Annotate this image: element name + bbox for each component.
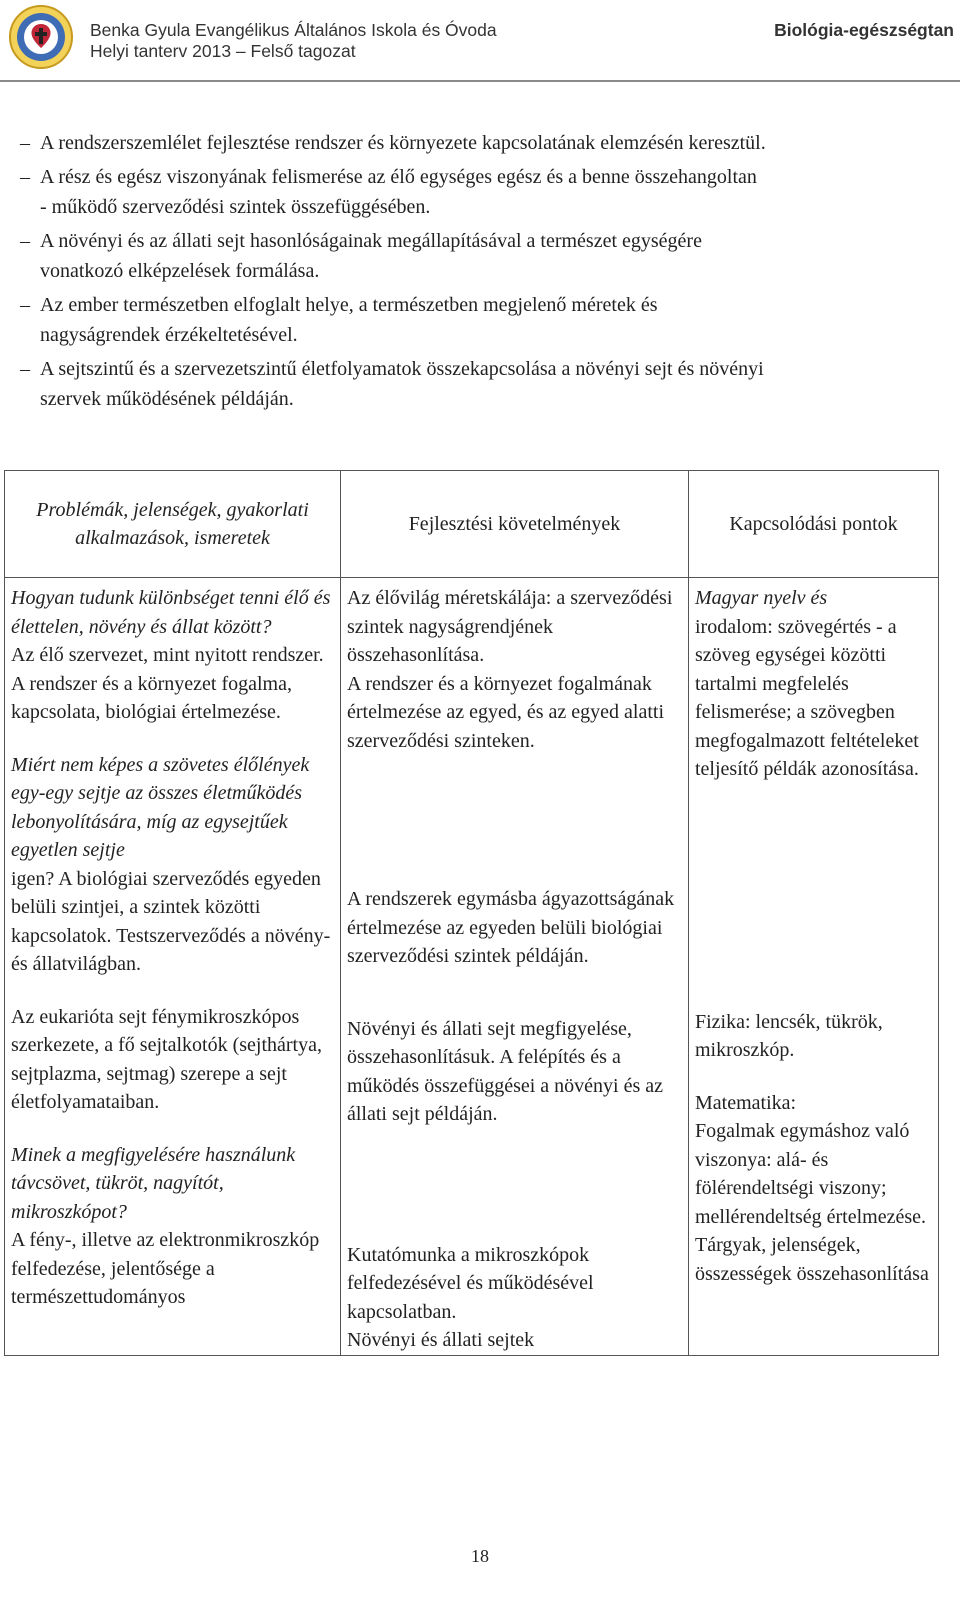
column-header-problems: Problémák, jelenségek, gyakorlati alkalmazások, ismeretek [5, 471, 341, 578]
list-item [20, 162, 938, 222]
requirement-text: Kutatómunka a mikroszkópok felfedezésével és működésével kapcsolatban. [347, 1243, 594, 1323]
dash-bullet-icon: – [20, 294, 30, 316]
subject-title: Biológia-egészségtan [774, 20, 954, 40]
list-item-text: A növényi és az állati sejt hasonlóságainak megállapításával a természet egységére [40, 230, 702, 252]
requirement-text: Növényi és állati sejtek [347, 1329, 535, 1351]
list-item [20, 226, 938, 286]
list-item-continuation: - működő szerveződési szintek összefüggésében. [40, 196, 431, 218]
requirement-text: Az élővilág méretskálája: a szerveződési szintek nagyságrendjének összehasonlítása. [347, 587, 673, 666]
dash-bullet-icon: – [20, 132, 30, 154]
question-text: Hogyan tudunk különbséget tenni élő és élettelen, növény és állat között? [11, 587, 331, 638]
list-item [20, 354, 938, 414]
dash-bullet-icon: – [20, 230, 30, 252]
connection-subject: Magyar nyelv és [695, 587, 828, 609]
school-name-line2: Helyi tanterv 2013 – Felső tagozat [90, 41, 356, 61]
requirement-text: A rendszerek egymásba ágyazottságának értelmezése az egyeden belüli biológiai szerveződési szintek példáján. [347, 888, 675, 967]
content-text: A fény-, illetve az elektronmikroszkóp felfedezése, jelentősége a természettudományos [11, 1229, 320, 1308]
table-cell-problems [5, 578, 341, 1356]
question-text: Minek a megfigyelésére használunk távcsövet, tükröt, nagyítót, mikroszkópot? [11, 1143, 296, 1223]
page-header [0, 0, 960, 82]
column-header-requirements: Fejlesztési követelmények [341, 471, 689, 578]
school-name-line1: Benka Gyula Evangélikus Általános Iskola és Óvoda [90, 20, 497, 40]
connection-subject: Matematika: [695, 1091, 797, 1114]
connection-text: irodalom: szövegértés - a szöveg egységei közötti tartalmi megfelelés felismerése; a szövegben megfogalmazott feltételeket teljesítő példák azonosítása. [695, 615, 919, 780]
list-item-continuation: szervek működésének példáján. [40, 388, 294, 410]
school-name [90, 20, 497, 62]
list-item-text: A rész és egész viszonyának felismerése az élő egységes egész és a benne összehangoltan [40, 166, 757, 188]
list-item-text: Az ember természetben elfoglalt helye, a természetben megjelenő méretek és [40, 294, 658, 316]
list-item-text: A rendszerszemlélet fejlesztése rendszer és környezete kapcsolatának elemzésén keresztül. [40, 132, 766, 154]
list-item-text: A sejtszintű és a szervezetszintű életfolyamatok összekapcsolása a növényi sejt és növényi [40, 358, 764, 380]
dash-bullet-icon: – [20, 358, 30, 380]
requirement-text: A rendszer és a környezet fogalmának értelmezése az egyed, és az egyed alatti szerveződési szinteken. [347, 672, 665, 752]
connection-text: Fogalmak egymáshoz való viszonya: alá- és fölérendeltségi viszony; mellérendeltség értelmezése. Tárgyak, jelenségek, összességek összehasonlítása [695, 1120, 929, 1285]
list-item-continuation: nagyságrendek érzékeltetésével. [40, 324, 298, 346]
content-text: Az eukarióta sejt fénymikroszkópos szerkezete, a fő sejtalkotók (sejthártya, sejtplazma, sejtmag) szerepe a sejt életfolyamataiban. [11, 1005, 322, 1113]
list-item-continuation: vonatkozó elképzelések formálása. [40, 260, 320, 282]
list-item [20, 128, 938, 158]
school-crest-icon [8, 4, 74, 70]
content-text: Az élő szervezet, mint nyitott rendszer. A rendszer és a környezet fogalma, kapcsolata, biológiai értelmezése. [11, 644, 324, 723]
table-header-row [5, 471, 939, 578]
connection-text: Fizika: lencsék, tükrök, mikroszkóp. [695, 1010, 883, 1061]
question-text: Miért nem képes a szövetes élőlények egy-egy sejtje az összes életműködés lebonyolítására, míg az egysejtűek egyetlen sejtje [11, 753, 310, 861]
page-number: 18 [471, 1546, 489, 1566]
objectives-list [20, 128, 938, 418]
table-cell-connections [689, 578, 939, 1356]
curriculum-table [4, 470, 939, 1356]
column-header-connections: Kapcsolódási pontok [689, 471, 939, 578]
table-cell-requirements [341, 578, 689, 1356]
table-row [5, 578, 939, 1356]
content-text: igen? A biológiai szerveződés egyeden belüli szintjei, a szintek közötti kapcsolatok. Testszerveződés a növény- és állatvilágban. [11, 867, 331, 975]
list-item [20, 290, 938, 350]
dash-bullet-icon: – [20, 166, 30, 188]
requirement-text: Növényi és állati sejt megfigyelése, összehasonlításuk. A felépítés és a működés összefüggései a növényi és az állati sejt példáján. [347, 1017, 664, 1125]
